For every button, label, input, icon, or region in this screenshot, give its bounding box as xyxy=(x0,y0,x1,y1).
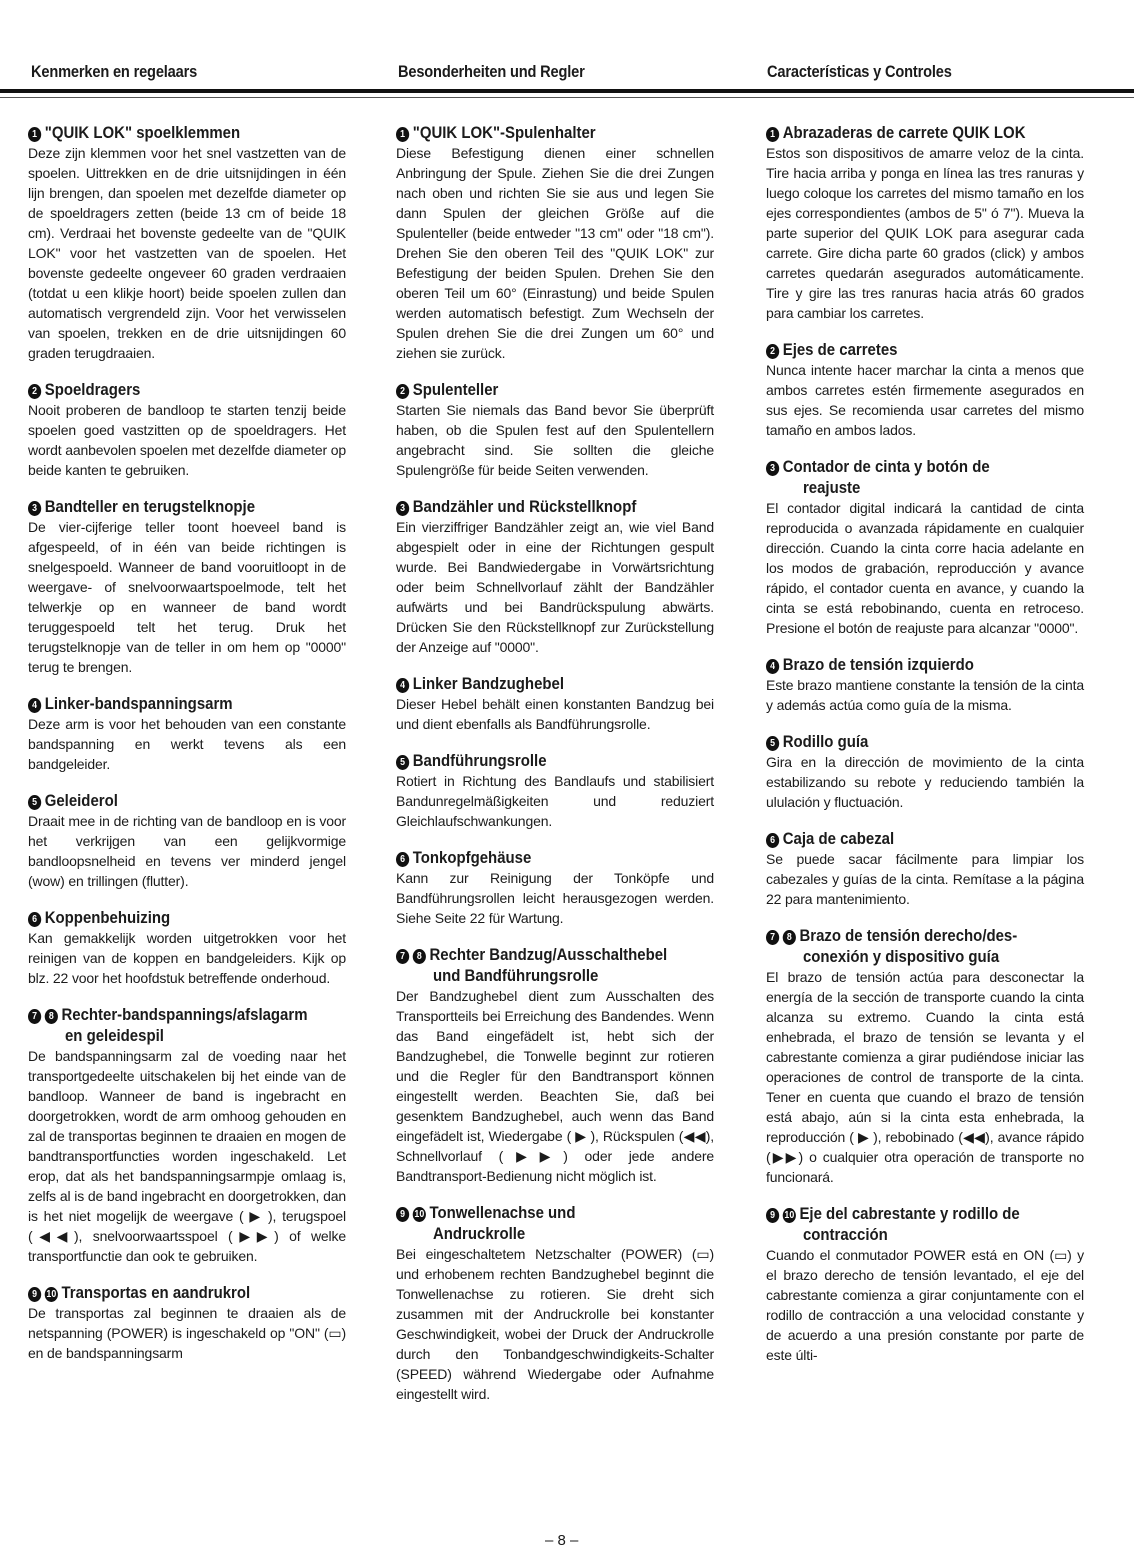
section-heading xyxy=(766,1203,1085,1245)
number-badge-icon: 6 xyxy=(766,833,779,848)
number-badge-icon: 7 xyxy=(766,930,779,945)
section-title-continued: Andruckrolle xyxy=(432,1224,526,1243)
section-heading xyxy=(766,731,1085,752)
section-heading xyxy=(28,790,347,811)
section-heading xyxy=(766,925,1085,967)
section-title: Brazo de tensión derecho/des- xyxy=(799,926,1018,945)
number-badge-icon: 6 xyxy=(396,852,409,867)
section-title-continued: contracción xyxy=(802,1225,888,1244)
section-body: Der Bandzughebel dient zum Ausschalten des Transportteils bei Erreichung des Bandendes. Wenn das Band eingefädelt ist, hebt sich der Bandzughebel, die Tonwelle beginnt zur rotieren und die Regler für den Bandtransport können eingestellt werden. Beachten Sie, daß bei gesenktem Bandzughebel, auch wenn das Band eingefädelt ist, Wiedergabe ( ▶ ), Rückspulen (◀◀), Schnellvorlauf (▶▶) oder jede andere Bandtransport-Bedienung nicht möglich ist. xyxy=(396,988,714,1184)
section-es-1 xyxy=(766,122,1084,323)
section-title: Eje del cabrestante y rodillo de xyxy=(799,1204,1020,1223)
section-de-2 xyxy=(396,379,714,480)
section-title-continued: en geleidespil xyxy=(64,1026,164,1045)
number-badge-icon: 6 xyxy=(28,912,41,927)
section-title: Geleiderol xyxy=(44,791,118,810)
number-badge-icon: 3 xyxy=(766,461,779,476)
section-title-continued: reajuste xyxy=(802,478,861,497)
section-es-5 xyxy=(766,731,1084,812)
section-heading xyxy=(766,339,1085,360)
section-title: Tonkopfgehäuse xyxy=(412,848,532,867)
section-title: Rechter Bandzug/Ausschalthebel xyxy=(429,945,668,964)
column-dutch xyxy=(28,122,346,1379)
section-heading xyxy=(28,693,347,714)
section-heading xyxy=(28,907,347,928)
number-badge-icon: 10 xyxy=(46,1289,57,1300)
number-badge-icon: 7 xyxy=(28,1009,41,1024)
section-de-4 xyxy=(396,673,714,734)
number-badge-icon: 3 xyxy=(396,501,409,516)
number-badge-icon: 4 xyxy=(766,659,779,674)
section-title: Rodillo guía xyxy=(782,732,869,751)
section-title: Bandteller en terugstelknopje xyxy=(44,497,256,516)
section-title-continued: conexión y dispositivo guía xyxy=(802,947,1000,966)
section-title: Spoeldragers xyxy=(44,380,141,399)
section-de-3 xyxy=(396,496,714,657)
section-nl-8 xyxy=(28,1282,346,1363)
section-nl-2 xyxy=(28,379,346,480)
section-nl-1 xyxy=(28,122,346,363)
number-badge-icon: 5 xyxy=(396,755,409,770)
section-de-7 xyxy=(396,944,714,1186)
section-title: Koppenbehuizing xyxy=(44,908,171,927)
section-de-1 xyxy=(396,122,714,363)
section-body: Se puede sacar fácilmente para limpiar los cabezales y guías de la cinta. Remítase a la página 22 para mantenimiento. xyxy=(766,851,1084,907)
section-es-2 xyxy=(766,339,1084,440)
section-body: Deze arm is voor het behouden van een constante bandspanning en werkt tevens als een bandgeleider. xyxy=(28,716,346,772)
number-badge-icon: 2 xyxy=(28,384,41,399)
section-heading xyxy=(396,944,715,986)
section-heading xyxy=(396,673,715,694)
number-badge-icon: 9 xyxy=(28,1287,41,1302)
section-body: Ein vierziffriger Bandzähler zeigt an, wie viel Band abgespielt oder in eine der Richtungen gespult wurde. Bei Bandwiedergabe in Vorwärtsrichtung oder beim Schnellvorlauf zählt der Bandzähler aufwärts und bei Bandrückspulung abwärts. Drücken Sie den Rückstellknopf zur Zurückstellung der Anzeige auf "0000". xyxy=(396,519,714,655)
section-title: Brazo de tensión izquierdo xyxy=(782,655,974,674)
section-heading xyxy=(28,122,347,143)
section-heading xyxy=(396,750,715,771)
section-heading xyxy=(396,1202,715,1244)
section-body: El brazo de tensión actúa para desconectar la energía de la sección de transporte cuando la cinta alcanza su extremo. Cuando la cinta está enhebrada, el brazo de tensión se levanta y el cabrestante comienza a girar pudiéndose iniciar las operaciones de control de transporte de la cinta. Tener en cuenta que cuando el brazo de tensión está abajo, aún si la cinta esta enhebrada, la reproducción ( ▶ ), rebobinado (◀◀), avance rápido (▶▶) o cualquier otra operación de transporte no funcionará. xyxy=(766,969,1084,1185)
section-title: Tonwellenachse und xyxy=(429,1203,576,1222)
section-heading xyxy=(766,654,1085,675)
section-heading xyxy=(766,122,1085,143)
section-body: Cuando el conmutador POWER está en ON (▭) y el brazo derecho de tensión levantado, el eje del cabrestante comienza a girar conjuntamente con el rodillo de contracción a una velocidad constante y de acuerdo a una presión constante por parte de este últi- xyxy=(766,1247,1084,1363)
section-heading xyxy=(396,379,715,400)
section-title: Linker-bandspanningsarm xyxy=(44,694,233,713)
number-badge-icon: 8 xyxy=(45,1009,58,1024)
number-badge-icon: 4 xyxy=(396,678,409,693)
number-badge-icon: 5 xyxy=(766,736,779,751)
number-badge-icon: 9 xyxy=(396,1207,409,1222)
section-body: El contador digital indicará la cantidad de cinta reproducida o avanzada rápidamente en cualquier dirección. Cuando la cinta corre hacia adelante en los modos de grabación, reproducción y avance rápido, el contador cuenta en avance, y cuando la cinta se está rebobinando, cuenta en retroceso. Presione el botón de reajuste para alcanzar "0000". xyxy=(766,500,1084,636)
section-heading xyxy=(766,828,1085,849)
section-body: Kan gemakkelijk worden uitgetrokken voor het reinigen van de koppen en bandgeleiders. Kijk op blz. 22 voor het hoofdstuk betreffende onderhoud. xyxy=(28,930,346,986)
section-es-7 xyxy=(766,925,1084,1187)
section-body: Nooit proberen de bandloop te starten tenzij beide spoelen goed vastzitten op de spoeldragers. Het wordt aanbevolen spoelen met dezelfde diameter op beide kanten te gebruiken. xyxy=(28,402,346,478)
section-nl-7 xyxy=(28,1004,346,1266)
section-body: Este brazo mantiene constante la tensión de la cinta y además actúa como guía de la misma. xyxy=(766,677,1084,713)
section-body: Deze zijn klemmen voor het snel vastzetten van de spoelen. Uittrekken en de drie uitsnijdingen in één lijn brengen, dan spoelen met dezelfde diameter op de spoeldragers zetten (beide 13 cm of beide 18 cm). Verdraai het bovenste gedeelte van de "QUIK LOK" voor het vastzetten van de spoelen. Het bovenste gedeelte ongeveer 60 graden verdraaien (totdat u een klikje hoort) beide spoelen zullen dan automatisch vergrendeld zijn. Voor het verwisselen van spoelen, trekken en de drie uitsnijdingen 60 graden terugdraaien. xyxy=(28,145,346,361)
section-title: Spulenteller xyxy=(412,380,499,399)
section-title: "QUIK LOK"-Spulenhalter xyxy=(412,123,596,142)
number-badge-icon: 8 xyxy=(783,930,796,945)
section-es-8 xyxy=(766,1203,1084,1365)
number-badge-icon: 1 xyxy=(396,127,409,142)
number-badge-icon: 9 xyxy=(766,1208,779,1223)
section-heading xyxy=(28,496,347,517)
section-body: Kann zur Reinigung der Tonköpfe und Bandführungsrollen leicht herausgezogen werden. Siehe Seite 22 für Wartung. xyxy=(396,870,714,926)
header-dutch: Kenmerken en regelaars xyxy=(31,62,198,81)
section-title: Caja de cabezal xyxy=(782,829,895,848)
section-nl-5 xyxy=(28,790,346,891)
section-title: Bandführungsrolle xyxy=(412,751,547,770)
section-title: Bandzähler und Rückstellknopf xyxy=(412,497,637,516)
number-badge-icon: 1 xyxy=(28,127,41,142)
section-title: Contador de cinta y botón de xyxy=(782,457,990,476)
section-de-8 xyxy=(396,1202,714,1404)
column-spanish xyxy=(766,122,1084,1381)
section-nl-4 xyxy=(28,693,346,774)
section-heading xyxy=(396,496,715,517)
number-badge-icon: 1 xyxy=(766,127,779,142)
number-badge-icon: 10 xyxy=(414,1209,425,1220)
section-body: De bandspanningsarm zal de voeding naar het transportgedeelte uitschakelen bij het einde van de bandloop. Wanneer de band is ingebracht en doorgetrokken, wordt de arm omhoog gehouden en zal de transportas beginnen te draaien en mogen de bandtransportfuncties worden ingeschakeld. Let erop, dat als het bandspanningsarmpje omlaag is, zelfs al is de band ingebracht en doorgetrokken, dan is het niet mogelijk de weergave ( ▶ ), terugspoel (◀◀), snelvoorwaartsspoel (▶▶) of welke transportfunctie dan ook te gebruiken. xyxy=(28,1048,346,1264)
section-title: Abrazaderas de carrete QUIK LOK xyxy=(782,123,1026,142)
section-es-3 xyxy=(766,456,1084,638)
page-number: – 8 – xyxy=(545,1532,579,1549)
section-heading xyxy=(28,379,347,400)
number-badge-icon: 2 xyxy=(766,344,779,359)
section-title: Ejes de carretes xyxy=(782,340,898,359)
header-german: Besonderheiten und Regler xyxy=(398,62,585,81)
number-badge-icon: 2 xyxy=(396,384,409,399)
number-badge-icon: 8 xyxy=(413,949,426,964)
number-badge-icon: 5 xyxy=(28,795,41,810)
section-body: Gira en la dirección de movimiento de la cinta estabilizando su rebote y reduciendo también la ululación y fluctuación. xyxy=(766,754,1084,810)
section-body: De vier-cijferige teller toont hoeveel band is afgespeeld, of in één van beide richtingen is snelgespoeld. Wanneer de band vooruitloopt in de weergave- of snelvoorwaartspoelmode, telt het telwerkje op en wanneer de band wordt teruggespoeld telt het terug. Druk het terugstelknopje van de teller in om hem op "0000" terug te brengen. xyxy=(28,519,346,675)
section-nl-6 xyxy=(28,907,346,988)
section-body: Diese Befestigung dienen einer schnellen Anbringung der Spule. Ziehen Sie die drei Zungen nach oben und richten Sie sie aus und legen Sie dann Spulen der gleichen Größe auf die Spulenteller (beide entweder "13 cm" oder "18 cm"). Drehen Sie den oberen Teil des "QUIK LOK" zur Befestigung der beiden Spulen. Drehen Sie den oberen Teil um 60° (Einrastung) und beide Spulen werden automatisch befestigt. Zum Wechseln der Spulen drehen Sie die drei Zungen um 60° und ziehen sie zurück. xyxy=(396,145,714,361)
section-title: Transportas en aandrukrol xyxy=(61,1283,251,1302)
section-body: Draait mee in de richting van de bandloop en is voor het verkrijgen van een gelijkvormige bandloopsnelheid en tevens ver minderd jengel (wow) en trillingen (flutter). xyxy=(28,813,346,889)
section-body: Dieser Hebel behält einen konstanten Bandzug bei und dient ebenfalls als Bandführungsrolle. xyxy=(396,696,714,732)
number-badge-icon: 3 xyxy=(28,501,41,516)
section-es-6 xyxy=(766,828,1084,909)
header-rule xyxy=(0,89,1134,93)
section-heading xyxy=(28,1004,347,1046)
header-spanish: Características y Controles xyxy=(767,62,952,81)
section-body: Estos son dispositivos de amarre veloz de la cinta. Tire hacia arriba y ponga en línea las tres ranuras y luego coloque los carretes del mismo tamaño en los ejes correspondientes (ambos de 5" ó 7"). Mueva la parte superior del QUIK LOK para asegurar cada carrete. Gire dicha parte 60 grados (click) y ambos carretes quedarán asegurados automáticamente. Tire y gire las tres ranuras hacia atrás 60 grados para cambiar los carretes. xyxy=(766,145,1084,321)
section-heading xyxy=(396,847,715,868)
section-body: Nunca intente hacer marchar la cinta a menos que ambos carretes estén firmemente asegurados en sus ejes. Se recomienda usar carretes del mismo tamaño en ambos lados. xyxy=(766,362,1084,438)
column-german xyxy=(396,122,714,1420)
section-title: Rechter-bandspannings/afslagarm xyxy=(61,1005,308,1024)
section-title: Linker Bandzughebel xyxy=(412,674,565,693)
section-title-continued: und Bandführungsrolle xyxy=(432,966,599,985)
section-heading xyxy=(396,122,715,143)
section-body: De transportas zal beginnen te draaien als de netspanning (POWER) is ingeschakeld op "ON" (▭) en de bandspanningsarm xyxy=(28,1305,346,1361)
section-heading xyxy=(766,456,1085,498)
number-badge-icon: 4 xyxy=(28,698,41,713)
section-es-4 xyxy=(766,654,1084,715)
header-rule-thin xyxy=(0,97,1134,98)
section-body: Rotiert in Richtung des Bandlaufs und stabilisiert Bandunregelmäßigkeiten und reduziert Gleichlaufschwankungen. xyxy=(396,773,714,829)
number-badge-icon: 10 xyxy=(784,1210,795,1221)
section-body: Starten Sie niemals das Band bevor Sie überprüft haben, ob die Spulen fest auf den Spulentellern angebracht sind. Sie sollten die gleiche Spulengröße für beide Seiten verwenden. xyxy=(396,402,714,478)
section-heading xyxy=(28,1282,347,1303)
section-title: "QUIK LOK" spoelklemmen xyxy=(44,123,241,142)
section-de-5 xyxy=(396,750,714,831)
section-nl-3 xyxy=(28,496,346,677)
section-de-6 xyxy=(396,847,714,928)
section-body: Bei eingeschaltetem Netzschalter (POWER) (▭) und erhobenem rechten Bandzughebel beginnt die Tonwellenachse zu rotieren. Sie dreht sich zusammen mit der Andruckrolle bei konstanter Geschwindigkeit, wobei der Druck der Andruckrolle durch den Tonbandgeschwindigkeits-Schalter (SPEED) während Wiedergabe oder Aufnahme eingestellt wird. xyxy=(396,1246,714,1402)
number-badge-icon: 7 xyxy=(396,949,409,964)
